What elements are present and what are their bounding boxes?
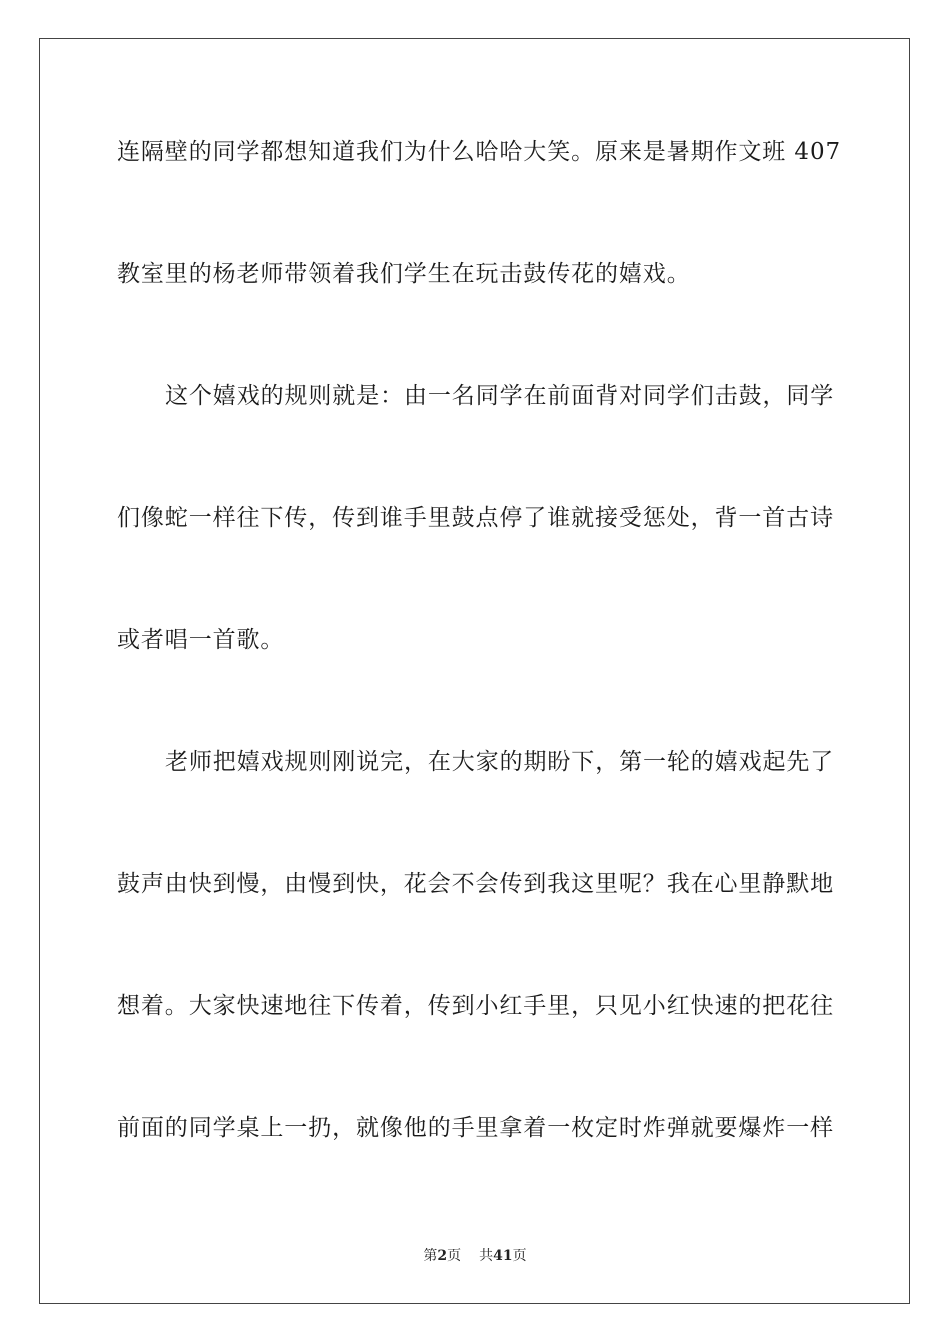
text-line-9: 前面的同学桌上一扔，就像他的手里拿着一枚定时炸弹就要爆炸一样 [117,1115,834,1141]
text-line-8: 想着。大家快速地往下传着，传到小红手里，只见小红快速的把花往 [117,993,834,1019]
page-suffix: 页 [447,1248,462,1264]
text-line-3: 这个嬉戏的规则就是：由一名同学在前面背对同学们击鼓，同学 [165,383,835,409]
text-line-7: 鼓声由快到慢，由慢到快，花会不会传到我这里呢？我在心里静默地 [117,871,834,897]
total-pages: 41 [493,1248,513,1264]
total-suffix: 页 [512,1248,527,1264]
text-line-2: 教室里的杨老师带领着我们学生在玩击鼓传花的嬉戏。 [117,261,691,287]
text-line-5: 或者唱一首歌。 [117,627,285,653]
page-number: 2 [437,1248,448,1264]
text-line-4: 们像蛇一样往下传，传到谁手里鼓点停了谁就接受惩处，背一首古诗 [117,505,834,531]
page-footer [0,1247,950,1265]
text-line-6: 老师把嬉戏规则刚说完，在大家的期盼下，第一轮的嬉戏起先了 [165,749,835,775]
total-prefix: 共 [479,1248,494,1264]
page-prefix: 第 [423,1248,438,1264]
text-line-1: 连隔壁的同学都想知道我们为什么哈哈大笑。原来是暑期作文班 407 [117,139,842,165]
